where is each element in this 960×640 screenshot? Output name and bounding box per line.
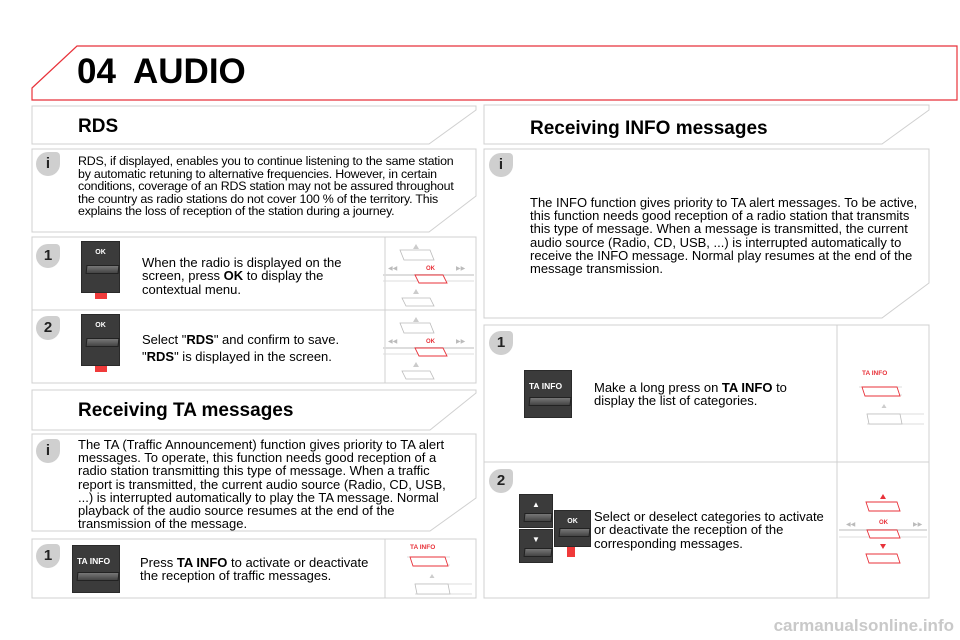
button-bar [524,548,553,557]
step-badge: 1 [36,544,60,568]
section-title-info: Receiving INFO messages [530,118,768,139]
ok-button-image [554,510,591,547]
step-badge: 2 [36,316,60,340]
info-step-2-text: Select or deselect categories to activate or deactivate the reception of the corresponding messages. [594,509,824,551]
button-label: OK [95,322,106,329]
ta-step-1-text: Press TA INFO to activate or deactivate the reception of traffic messages. [140,555,369,584]
display-ta-info-label: TA INFO [410,544,436,551]
info-icon: i [36,439,60,463]
button-label: TA INFO [529,381,563,391]
display-ta-info-label: TA INFO [862,370,888,377]
button-label: TA INFO [77,556,111,566]
down-arrow-icon: ▼ [532,535,540,544]
button-label: OK [95,249,106,256]
ta-info-button-image [524,370,572,418]
button-bar [524,513,553,522]
page-frame: ▶▶ ◀◀ ▶▶ [0,0,960,640]
watermark: carmanualsonline.info [773,616,954,635]
down-button-image [519,529,553,563]
info-icon: i [489,153,513,177]
up-button-image [519,494,553,528]
step-badge: 1 [36,244,60,268]
rds-step-1-text: When the radio is displayed on the screen, press OK to display the contextual menu. [142,255,342,297]
display-ok-label: OK [879,520,888,526]
button-bar [86,338,120,347]
up-arrow-icon: ▲ [532,500,540,509]
ta-info-button-image [72,545,120,593]
info-icon: i [36,152,60,176]
ta-info-text: The TA (Traffic Announcement) function gives priority to TA alert messages. To operate, this function needs good reception of a radio station transmitting this type of message. When a traffic report is transmitted, the current audio source (Radio, CD, USB, ...) is interrupted automatically to play the TA message. Normal playback of the audio source resumes at the end of the transmission of the message. [78,437,446,532]
step-badge: 1 [489,331,513,355]
display-ok-label: OK [426,339,435,345]
button-bar [77,572,120,581]
ok-button-image [81,241,120,293]
button-bar [559,528,591,537]
svg-text:▶▶: ▶▶ [913,522,923,528]
button-label: OK [567,518,578,525]
display-ok-label: OK [426,266,435,272]
button-bar [529,397,572,406]
chapter-number: 04 [77,52,116,91]
rds-step-2-line2: "RDS" is displayed in the screen. [142,349,332,364]
rds-info-text: RDS, if displayed, enables you to continue listening to the same station by automatic retuning to alternative frequencies. However, in certain conditions, coverage of an RDS station may not be assured throughout the country as radio stations do not cover 100 % of the territory. This explains the loss of reception of the station during a journey. [78,154,454,219]
info-messages-text: The INFO function gives priority to TA alert messages. To be active, this function needs good reception of a radio station that transmits this type of message. When a message is transmitted, the current audio source (Radio, CD, USB, ...) is interrupted automatically to receive the INFO message. Normal play resumes at the end of the message transmission. [530,195,918,277]
rds-step-2-line1: Select "RDS" and confirm to save. [142,332,340,347]
ok-button-image [81,314,120,366]
step-badge: 2 [489,469,513,493]
section-title-rds: RDS [78,116,119,137]
button-bar [86,265,120,274]
svg-text:◀◀: ◀◀ [846,522,856,528]
info-step-1-text: Make a long press on TA INFO to display the list of categories. [594,380,787,409]
chapter-title: AUDIO [133,52,246,91]
section-title-ta: Receiving TA messages [78,400,294,421]
